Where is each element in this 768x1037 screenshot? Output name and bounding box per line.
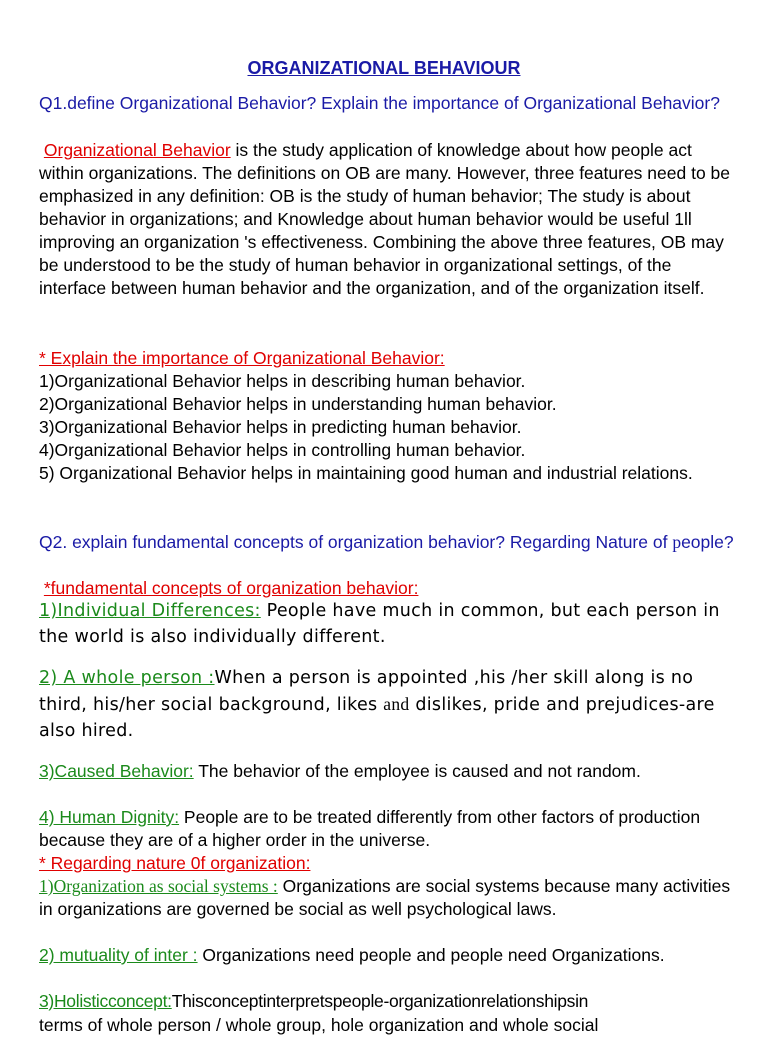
- organization-heading: * Regarding nature 0f organization:: [39, 853, 311, 873]
- cut-off-line: terms of whole person / whole group, hole organization and whole social: [39, 1015, 599, 1035]
- ob-term: Organizational Behavior: [43, 140, 231, 160]
- importance-point: 2)Organizational Behavior helps in understanding human behavior.: [39, 394, 557, 414]
- concept-label: 2) mutuality of inter :: [39, 945, 198, 965]
- importance-point: 5) Organizational Behavior helps in maintaining good human and industrial relations.: [39, 463, 693, 483]
- concept-label: 4) Human Dignity:: [39, 807, 180, 827]
- org-social-systems: 1)Organization as social systems : Organizations are social systems because many activities in organizations are governed be social as well psychological laws.: [39, 876, 731, 919]
- concept-label: 1)Organization as social systems :: [39, 876, 278, 896]
- importance-point: 1)Organizational Behavior helps in describing human behavior.: [39, 371, 526, 391]
- q2-question: Q2. explain fundamental concepts of organization behavior? Regarding Nature of people?: [39, 532, 734, 552]
- org-holistic-concept: 3)Holisticconcept:Thisconceptinterpretspeople-organizationrelationshipsin: [39, 991, 589, 1011]
- q1-definition-paragraph: [39, 139, 739, 300]
- page-title: ORGANIZATIONAL BEHAVIOUR: [247, 58, 521, 78]
- ob-definition: is the study application of knowledge about how people act within organizations. The definitions on OB are many. However, three features need to be emphasized in any definition: OB is the study of human behavior; The study is about behavior in organizations; and Knowledge about human behavior would be useful 1ll improving an organization 's effectiveness. Combining the above three features, OB may be understood to be the study of human behavior in organizational settings, of the interface between human behavior and the organization, and of the organization itself.: [39, 140, 731, 298]
- concept-label: 2) A whole person :: [39, 668, 215, 688]
- concept-label: 3)Holisticconcept:: [39, 991, 172, 1011]
- concept-human-dignity: 4) Human Dignity: People are to be treated differently from other factors of production because they are of a higher order in the universe.: [39, 807, 701, 850]
- concepts-heading: *fundamental concepts of organization behavior:: [43, 578, 419, 598]
- importance-heading: * Explain the importance of Organizational Behavior:: [39, 348, 445, 368]
- concept-label: 1)Individual Differences:: [39, 601, 261, 621]
- org-mutuality: 2) mutuality of inter : Organizations need people and people need Organizations.: [39, 945, 665, 965]
- concept-label: 3)Caused Behavior:: [39, 761, 194, 781]
- importance-point: 4)Organizational Behavior helps in controlling human behavior.: [39, 440, 526, 460]
- q1-question: Q1.define Organizational Behavior? Explain the importance of Organizational Behavior?: [39, 93, 720, 113]
- concept-individual-differences: 1)Individual Differences: People have much in common, but each person in the world is also individually different.: [39, 601, 720, 647]
- importance-point: 3)Organizational Behavior helps in predicting human behavior.: [39, 417, 522, 437]
- concept-caused-behavior: 3)Caused Behavior: The behavior of the employee is caused and not random.: [39, 761, 641, 781]
- concept-whole-person: 2) A whole person :When a person is appointed ,his /her skill along is no third, his/her social background, likes and dislikes, pride and prejudices-are also hired.: [39, 668, 715, 741]
